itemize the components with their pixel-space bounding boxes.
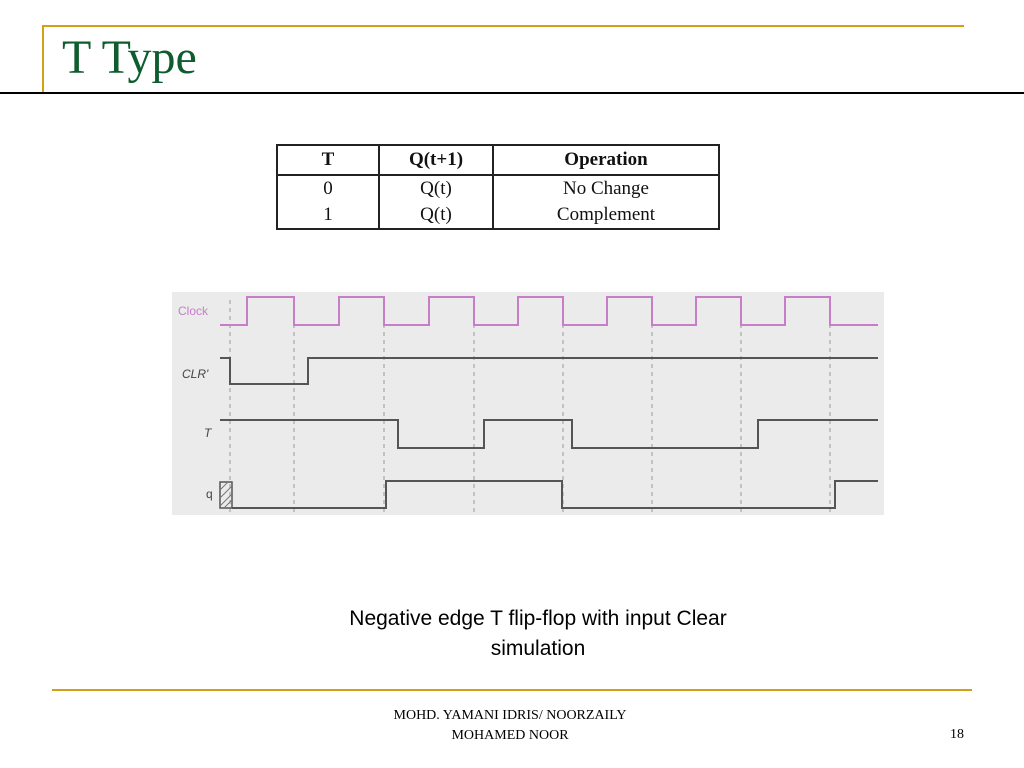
table-header-row <box>277 145 719 175</box>
cell-next-state: Q(t) <box>379 202 493 229</box>
cell-operation: No Change <box>562 178 649 199</box>
frame-top-line <box>42 25 964 27</box>
slide-title: T Type <box>62 31 197 84</box>
cell-next-state: Q(t) <box>379 175 493 202</box>
frame-left-line <box>42 26 44 92</box>
cell-t: 1 <box>277 202 379 229</box>
footer-rule <box>52 689 972 691</box>
footer-line-1: MOHD. YAMANI IDRIS/ NOORZAILY <box>393 708 627 723</box>
truth-table <box>276 144 720 230</box>
timing-diagram <box>172 292 884 515</box>
diagram-caption <box>288 604 788 664</box>
footer-author <box>340 706 680 746</box>
t-label: T <box>204 426 212 440</box>
caption-line-2: simulation <box>490 637 586 660</box>
header-operation: Operation <box>493 145 719 175</box>
header-t: T <box>277 145 379 175</box>
caption-line-1: Negative edge T flip-flop with input Clear <box>349 607 727 630</box>
table-row <box>277 202 719 229</box>
cell-operation: Complement <box>556 204 656 225</box>
header-next-state: Q(t+1) <box>379 145 493 175</box>
slide-number: 18 <box>950 727 964 742</box>
footer-line-2: MOHAMED NOOR <box>451 728 569 743</box>
cell-t: 0 <box>277 175 379 202</box>
table-row <box>277 175 719 202</box>
q-label: q <box>206 487 213 501</box>
clock-label: Clock <box>178 304 209 318</box>
clr-label: CLR' <box>182 367 209 381</box>
title-rule <box>0 92 1024 94</box>
